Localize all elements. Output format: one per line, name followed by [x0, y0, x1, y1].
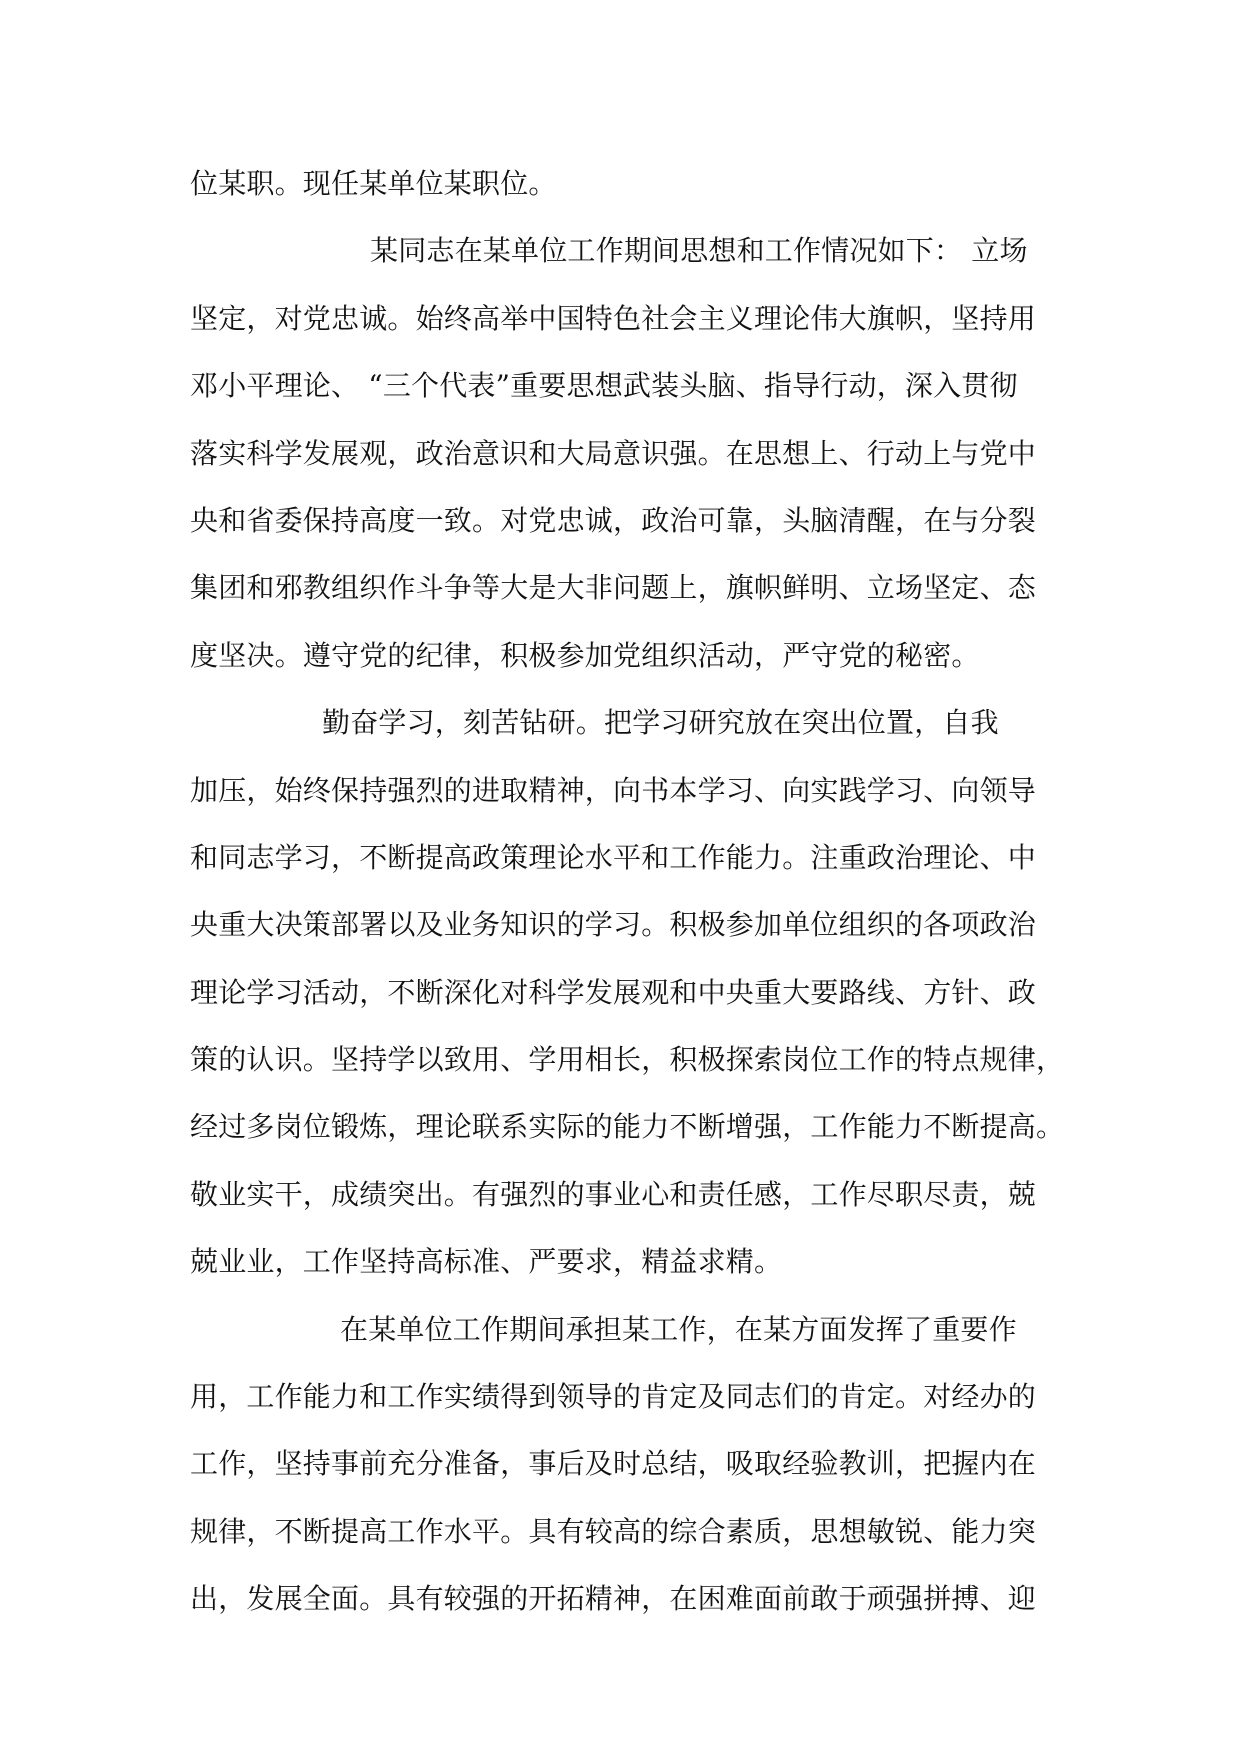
- body-line: 理论学习活动，不断深化对科学发展观和中央重大要路线、方针、政: [190, 975, 1037, 1009]
- body-line: 用，工作能力和工作实绩得到领导的肯定及同志们的肯定。对经办的: [190, 1380, 1037, 1414]
- body-line: 出，发展全面。具有较强的开拓精神，在困难面前敢于顽强拼搏、迎: [190, 1582, 1037, 1616]
- body-line: 落实科学发展观，政治意识和大局意识强。在思想上、行动上与党中: [190, 436, 1037, 470]
- body-line: 坚定，对党忠诚。始终高举中国特色社会主义理论伟大旗帜，坚持用: [190, 301, 1037, 335]
- body-line: 集团和邪教组织作斗争等大是大非问题上，旗帜鲜明、立场坚定、态: [190, 571, 1037, 605]
- body-line: 策的认识。坚持学以致用、学用相长，积极探索岗位工作的特点规律，: [190, 1043, 1065, 1077]
- body-line: 经过多岗位锻炼，理论联系实际的能力不断增强，工作能力不断提高。: [190, 1110, 1065, 1144]
- document-body: [190, 150, 1065, 1633]
- body-line: 和同志学习，不断提高政策理论水平和工作能力。注重政治理论、中: [190, 840, 1037, 874]
- body-line: 某同志在某单位工作期间思想和工作情况如下： 立场: [370, 234, 1028, 268]
- body-line: 规律，不断提高工作水平。具有较高的综合素质，思想敏锐、能力突: [190, 1514, 1037, 1548]
- body-line: 加压，始终保持强烈的进取精神，向书本学习、向实践学习、向领导: [190, 773, 1037, 807]
- body-line: 度坚决。遵守党的纪律，积极参加党组织活动，严守党的秘密。: [190, 638, 980, 672]
- body-line: 央重大决策部署以及业务知识的学习。积极参加单位组织的各项政治: [190, 908, 1037, 942]
- body-line: 敬业实干，成绩突出。有强烈的事业心和责任感，工作尽职尽责，兢: [190, 1177, 1037, 1211]
- body-line: 邓小平理论、 “三个代表”重要思想武装头脑、指导行动，深入贯彻: [190, 369, 1018, 403]
- body-line: 央和省委保持高度一致。对党忠诚，政治可靠，头脑清醒，在与分裂: [190, 503, 1037, 537]
- body-line: 位某职。现任某单位某职位。: [190, 167, 557, 200]
- body-line: 兢业业，工作坚持高标准、严要求，精益求精。: [190, 1245, 783, 1279]
- body-line: 工作，坚持事前充分准备，事后及时总结，吸取经验教训，把握内在: [190, 1447, 1037, 1481]
- body-line: 在某单位工作期间承担某工作，在某方面发挥了重要作: [340, 1312, 1017, 1346]
- body-line: 勤奋学习，刻苦钻研。把学习研究放在突出位置，自我: [322, 706, 999, 740]
